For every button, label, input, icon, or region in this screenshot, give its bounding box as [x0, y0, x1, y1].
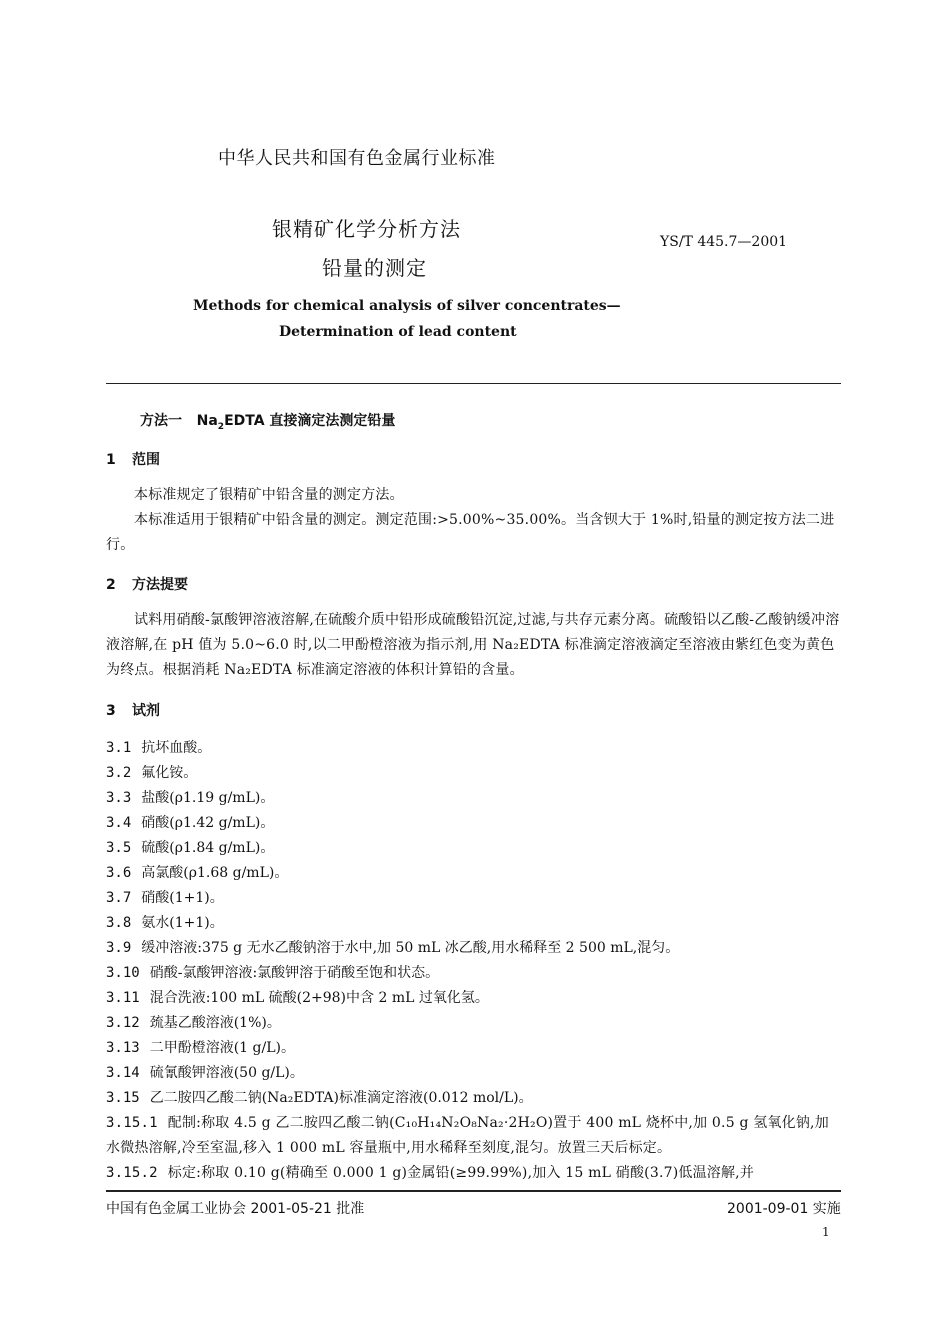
reagent-item	[106, 836, 274, 861]
paragraph-method-summary: 试料用硝酸-氯酸钾溶液溶解,在硫酸介质中铅形成硫酸铅沉淀,过滤,与共存元素分离。硫酸铅以乙酸-乙酸钠缓冲溶液溶解,在 pH 值为 5.0~6.0 时,以二甲酚橙溶液为指示剂,用 Na₂EDTA 标准滴定溶液滴定至溶液由紫红色变为黄色为终点。根据消耗 Na₂EDTA 标准滴定溶液的体积计算铅的含量。	[106, 612, 840, 678]
item-number: 3.13	[106, 1040, 140, 1056]
item-text: 氨水(1+1)。	[141, 915, 224, 931]
reagent-item	[106, 786, 274, 811]
item-number: 3.7	[106, 890, 132, 906]
section-number: 2	[106, 577, 116, 593]
method-prefix: 方法一	[140, 413, 182, 429]
item-number: 3.2	[106, 765, 132, 781]
reagent-item	[106, 1061, 304, 1086]
reagent-item-3-15-2	[106, 1161, 841, 1186]
page-number: 1	[822, 1225, 830, 1239]
method-heading	[140, 410, 395, 432]
item-text: 二甲酚橙溶液(1 g/L)。	[149, 1040, 295, 1056]
section-title: 试剂	[132, 703, 160, 719]
method-rest: EDTA 直接滴定法测定铅量	[224, 413, 396, 429]
item-text: 乙二胺四乙酸二钠(Na₂EDTA)标准滴定溶液(0.012 mol/L)。	[149, 1090, 533, 1106]
item-number: 3.15	[106, 1090, 140, 1106]
reagent-item	[106, 961, 439, 986]
item-number: 3.14	[106, 1065, 140, 1081]
item-text: 混合洗液:100 mL 硫酸(2+98)中含 2 mL 过氧化氢。	[149, 990, 489, 1006]
item-text: 配制:称取 4.5 g 乙二胺四乙酸二钠(C₁₀H₁₄N₂O₈Na₂·2H₂O)置于 400 mL 烧杯中,加 0.5 g 氢氧化钠,加水微热溶解,冷至室温,移入 1 000 mL 容量瓶中,用水稀释至刻度,混匀。放置三天后标定。	[106, 1115, 829, 1156]
standard-number: YS/T 445.7—2001	[660, 234, 788, 250]
document-title-en-line2: Determination of lead content	[279, 324, 517, 340]
reagent-item	[106, 886, 224, 911]
reagent-item	[106, 1011, 281, 1036]
section-title: 范围	[132, 452, 160, 468]
item-text: 硫氰酸钾溶液(50 g/L)。	[149, 1065, 304, 1081]
item-text: 硝酸-氯酸钾溶液:氯酸钾溶于硝酸至饱和状态。	[149, 965, 440, 981]
method-reagent-subscript: 2	[217, 421, 225, 432]
reagent-item	[106, 986, 489, 1011]
paragraph-scope-1: 本标准规定了银精矿中铅含量的测定方法。	[134, 487, 404, 503]
section-number: 1	[106, 452, 116, 468]
item-text: 盐酸(ρ1.19 g/mL)。	[141, 790, 275, 806]
section-heading-2	[106, 574, 188, 594]
paragraph-scope-2: 本标准适用于银精矿中铅含量的测定。测定范围:>5.00%~35.00%。当含钡大于 1%时,铅量的测定按方法二进行。	[106, 512, 835, 553]
item-number: 3.15.2	[106, 1165, 158, 1181]
implementation-date: 2001-09-01 实施	[727, 1201, 841, 1217]
item-text: 高氯酸(ρ1.68 g/mL)。	[141, 865, 289, 881]
reagent-item-3-15-1	[106, 1111, 841, 1161]
approval-note: 中国有色金属工业协会 2001-05-21 批准	[106, 1201, 365, 1217]
document-title-cn-line2: 铅量的测定	[322, 256, 427, 280]
item-number: 3.5	[106, 840, 132, 856]
item-number: 3.12	[106, 1015, 140, 1031]
reagent-item	[106, 761, 197, 786]
item-text: 抗坏血酸。	[141, 740, 212, 756]
section-heading-1	[106, 449, 160, 469]
reagent-item	[106, 811, 274, 836]
item-text: 硝酸(1+1)。	[141, 890, 224, 906]
reagent-item	[106, 936, 679, 961]
item-number: 3.3	[106, 790, 132, 806]
item-number: 3.9	[106, 940, 132, 956]
item-number: 3.8	[106, 915, 132, 931]
section-heading-3	[106, 700, 160, 720]
footer-divider	[106, 1190, 841, 1192]
item-text: 巯基乙酸溶液(1%)。	[149, 1015, 281, 1031]
method-reagent: Na	[196, 413, 218, 429]
reagent-item	[106, 861, 288, 886]
document-title-en-line1: Methods for chemical analysis of silver concentrates—	[193, 298, 621, 314]
item-text: 标定:称取 0.10 g(精确至 0.000 1 g)金属铅(≥99.99%),加入 15 mL 硝酸(3.7)低温溶解,并	[167, 1165, 755, 1181]
item-text: 硫酸(ρ1.84 g/mL)。	[141, 840, 275, 856]
item-number: 3.11	[106, 990, 140, 1006]
item-number: 3.1	[106, 740, 132, 756]
header-divider	[106, 383, 841, 384]
item-number: 3.10	[106, 965, 140, 981]
section-title: 方法提要	[132, 577, 188, 593]
item-number: 3.6	[106, 865, 132, 881]
reagent-item	[106, 736, 211, 761]
document-title-cn-line1: 银精矿化学分析方法	[272, 217, 461, 241]
reagent-item	[106, 1086, 533, 1111]
issuer-title: 中华人民共和国有色金属行业标准	[218, 148, 496, 169]
item-number: 3.4	[106, 815, 132, 831]
reagent-item	[106, 1036, 295, 1061]
item-number: 3.15.1	[106, 1115, 158, 1131]
item-text: 硝酸(ρ1.42 g/mL)。	[141, 815, 275, 831]
item-text: 缓冲溶液:375 g 无水乙酸钠溶于水中,加 50 mL 冰乙酸,用水稀释至 2 500 mL,混匀。	[141, 940, 680, 956]
item-text: 氟化铵。	[141, 765, 198, 781]
reagent-item	[106, 911, 224, 936]
section-number: 3	[106, 703, 116, 719]
